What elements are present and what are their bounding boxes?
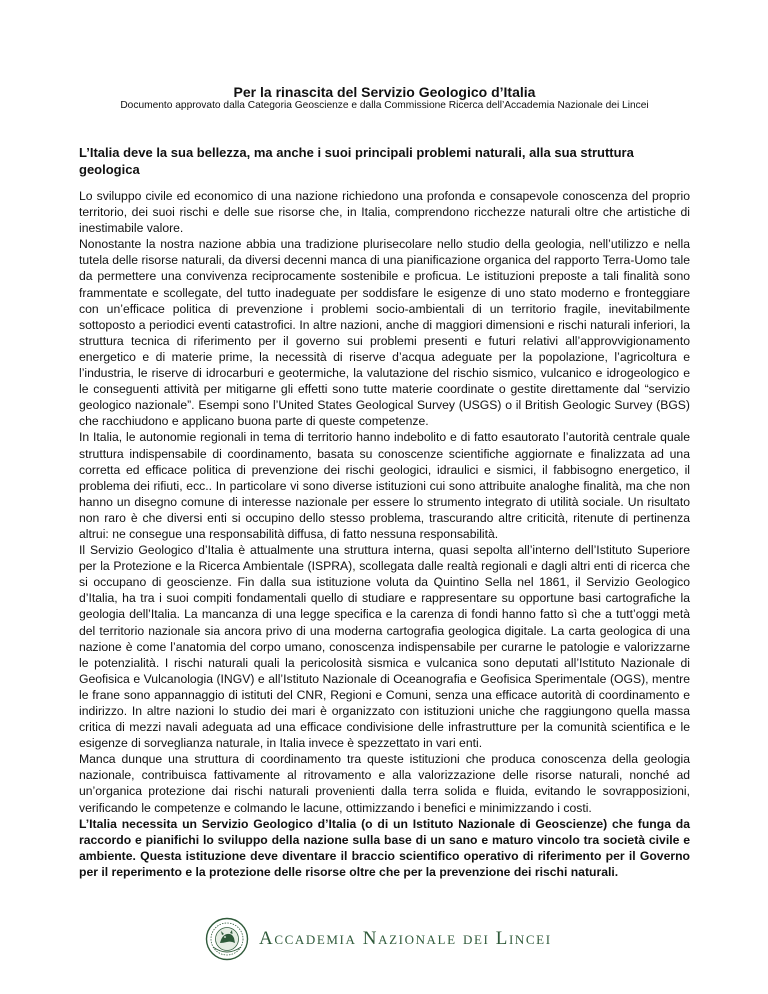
body-paragraph: In Italia, le autonomie regionali in tema di territorio hanno indebolito e di fatto esautorato l’autorità centrale quale struttura indispensabile di coordinamento, basata su conoscenze scientifiche aggiornate e finalizzata ad una corretta ed efficace politica di prevenzione dei rischi geologici, idraulici e sismici, il fabbisogno energetico, il problema dei rifiuti, ecc.. In particolare vi sono diverse istituzioni cui sono attribuite analoghe finalità, ma che non hanno un disegno comune di interesse nazionale per essere lo strumento integrato di utilità sociale. Un risultato non raro è che diversi enti si occupino dello stesso problema, trascurando altre criticità, ritenute di pertinenza altrui: ne consegue una responsabilità diffusa, di fatto nessuna responsabilità. (79, 430, 690, 541)
body-paragraph: Il Servizio Geologico d’Italia è attualmente una struttura interna, quasi sepolta all’interno dell’Istituto Superiore per la Protezione e la Ricerca Ambientale (ISPRA), scollegata dalle realtà regionali e dagli altri enti di ricerca che si occupano di geoscienze. Fin dalla sua istituzione voluta da Quintino Sella nel 1861, il Servizio Geologico d’Italia, ha tra i suoi compiti fondamentali quello di studiare e rappresentare su opportune basi cartografiche la geologia dell’Italia. La mancanza di una legge specifica e la carenza di fondi hanno fatto sì che a tutt’oggi metà del territorio nazionale sia ancora privo di una moderna cartografia geologica digitale. La carta geologica di una nazione è come l’anatomia del corpo umano, conoscenza indispensabile per curarne le patologie e valorizzarne le potenzialità. I rischi naturali quali la pericolosità sismica e vulcanica sono deputati all’Istituto Nazionale di Geofisica e Vulcanologia (INGV) e all’Istituto Nazionale di Oceanografia e Geofisica Sperimentale (OGS), mentre le frane sono appannaggio di istituti del CNR, Regioni e Comuni, senza una efficace autorità di coordinamento e indirizzo. In altre nazioni lo studio dei mari è organizzato con istituzioni uniche che raggiungono quella massa critica di mezzi navali adeguata ad una efficace condivisione delle infrastrutture per la comunità scientifica e le esigenze di sorveglianza naturale, in Italia invece è spezzettato in vari enti. (79, 543, 690, 751)
closing-statement: L’Italia necessita un Servizio Geologico d’Italia (o di un Istituto Nazionale di Geoscienze) che funga da raccordo e pianifichi lo sviluppo della nazione sulla base di un sano e maturo vincolo tra società civile e ambiente. Questa istituzione deve diventare il braccio scientifico operativo di riferimento per il Governo per il reperimento e la protezione delle risorse oltre che per la prevenzione dei rischi naturali. (79, 816, 690, 879)
body-paragraph: Lo sviluppo civile ed economico di una nazione richiedono una profonda e consapevole conoscenza del proprio territorio, dei suoi rischi e delle sue risorse che, in Italia, comprendono ricchezze naturali oltre che artistiche di inestimabile valore. (79, 189, 690, 236)
document-title: Per la rinascita del Servizio Geologico d’Italia (233, 84, 536, 100)
academy-name: Accademia Nazionale dei Lincei (259, 928, 552, 949)
body-paragraph: Manca dunque una struttura di coordinamento tra queste istituzioni che produca conoscenza della geologia nazionale, contribuisca fattivamente al ritrovamento e alla valorizzazione delle risorse naturali, nonché ad un’organica protezione dai rischi naturali provenienti dalla terra solida e fluida, evitando le sovrapposizioni, verificando le competenze e colmando le lacune, ottimizzando i benefici e minimizzando i costi. (79, 752, 690, 815)
academy-footer (205, 916, 552, 962)
document-subtitle: Documento approvato dalla Categoria Geoscienze e dalla Commissione Ricerca dell’Accademia Nazionale dei Lincei (120, 100, 649, 111)
document-body (79, 188, 690, 880)
body-paragraph: Nonostante la nostra nazione abbia una tradizione plurisecolare nello studio della geologia, nell’utilizzo e nella tutela delle risorse naturali, da diversi decenni manca di una pianificazione organica del rapporto Terra-Uomo tale da permettere una convivenza reciprocamente sostenibile e proficua. Le istituzioni preposte a tali finalità sono frammentate e scollegate, del tutto inadeguate per soddisfare le esigenze di uno stato moderno e fronteggiare con un’efficace politica di prevenzione i problemi socio-ambientali di un territorio fragile, inevitabilmente sottoposto a periodici eventi catastrofici. In altre nazioni, anche di maggiori dimensioni e rischi naturali inferiori, la struttura tecnica di riferimento per il governo sui problemi presenti e futuri relativi all’approvvigionamento energetico e di materie prime, la necessità di riserve d’acqua adeguate per la popolazione, l’agricoltura e l’industria, le riserve di idrocarburi e geotermiche, la valutazione del rischio sismico, vulcanico e idrogeologico e le conseguenti attività per mitigarne gli effetti sono tutte materie coordinate o gestite direttamente dal “servizio geologico nazionale”. Esempi sono l’United States Geological Survey (USGS) o il British Geologic Survey (BGS) che racchiudono e applicano buona parte di queste competenze. (79, 237, 690, 429)
section-heading: L’Italia deve la sua bellezza, ma anche i suoi principali problemi naturali, alla sua struttura geologica (79, 145, 634, 177)
lynx-seal-icon (205, 917, 249, 961)
